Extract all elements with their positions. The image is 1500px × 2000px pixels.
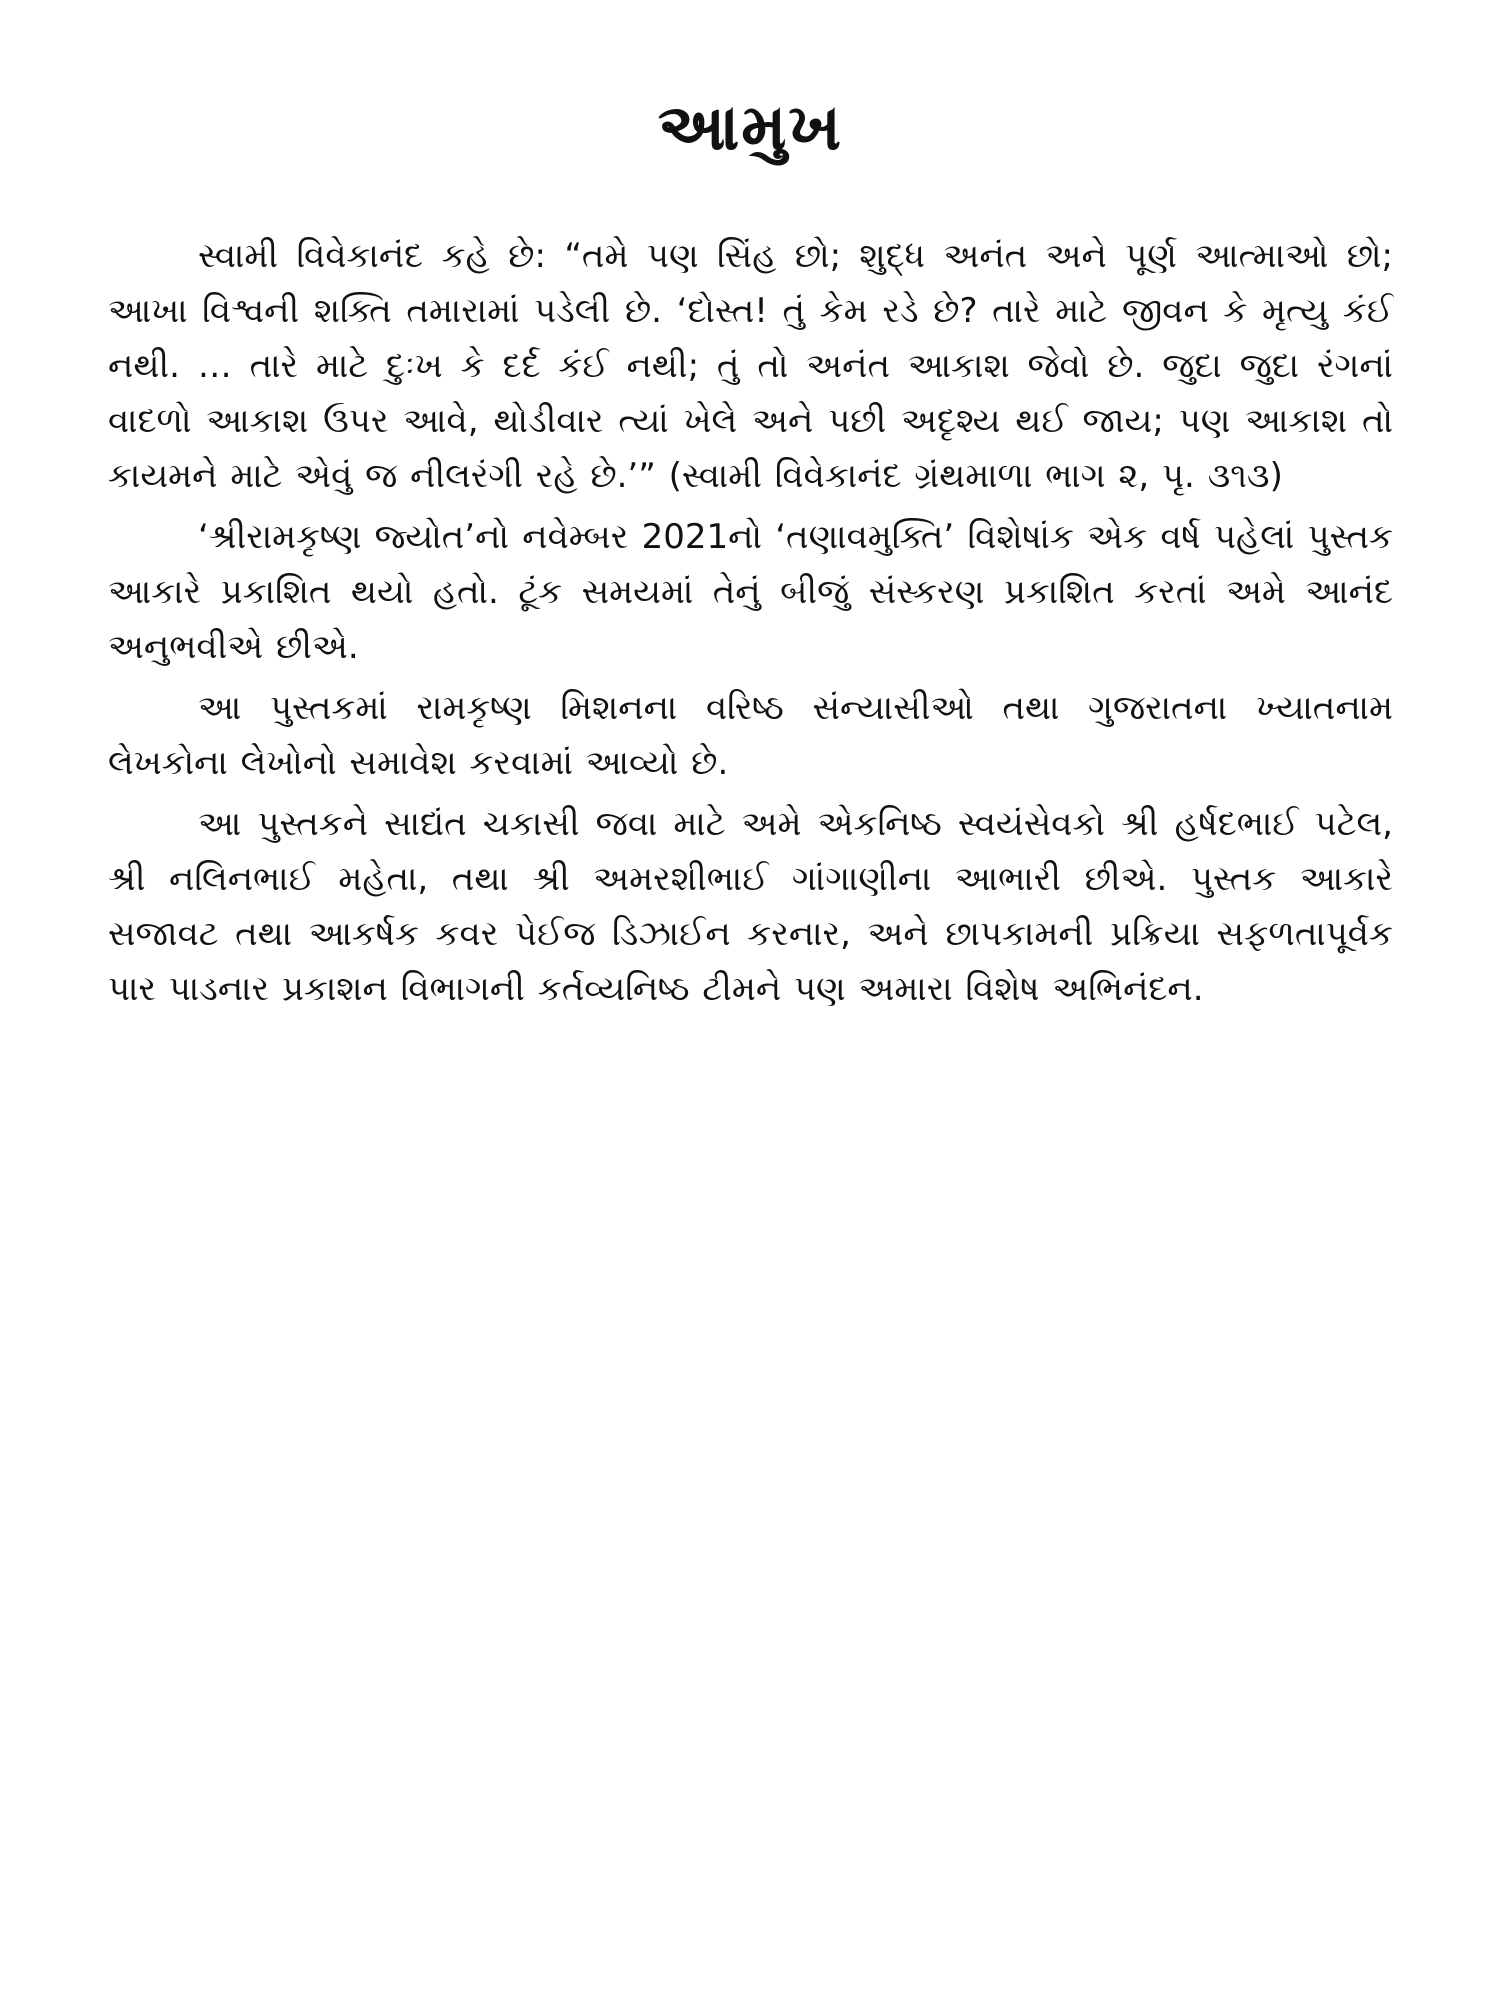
paragraph-vivekananda-quote: સ્વામી વિવેકાનંદ કહે છે: “તમે પણ સિંહ છો; શુદ્ધ અનંત અને પૂર્ણ આત્માઓ છો; આખા વિશ્વની શક્તિ તમારામાં પડેલી છે. ‘દોસ્ત! તું કેમ રડે છે? તારે માટે જીવન કે મૃત્યુ કંઈ નથી. … તારે માટે દુઃખ કે દર્દ કંઈ નથી; તું તો અનંત આકાશ જેવો છે. જુદા જુદા રંગનાં વાદળો આકાશ ઉપર આવે, થોડીવાર ત્યાં ખેલે અને પછી અદૃશ્ય થઈ જાય; પણ આકાશ તો કાયમને માટે એવું જ નીલરંગી રહે છે.’” (સ્વામી વિવેકાનંદ ગ્રંથમાળા ભાગ ૨, પૃ. ૩૧૩) [108,235,1393,496]
paragraph-edition-note: ‘શ્રીરામકૃષ્ણ જ્યોત’નો નવેમ્બર 2021નો ‘તણાવમુક્તિ’ વિશેષાંક એક વર્ષ પહેલાં પુસ્તક આકારે પ્રકાશિત થયો હતો. ટૂંક સમયમાં તેનું બીજું સંસ્કરણ પ્રકાશિત કરતાં અમે આનંદ અનુભવીએ છીએ. [108,516,1393,667]
paragraph-acknowledgements: આ પુસ્તકને સાદ્યંત ચકાસી જવા માટે અમે એકનિષ્ઠ સ્વયંસેવકો શ્રી હર્ષદભાઈ પટેલ, શ્રી નલિનભાઈ મહેતા, તથા શ્રી અમરશીભાઈ ગાંગાણીના આભારી છીએ. પુસ્તક આકારે સજાવટ તથા આકર્ષક કવર પેઈજ ડિઝાઈન કરનાર, અને છાપકામની પ્રક્રિયા સફળતાપૂર્વક પાર પાડનાર પ્રકાશન વિભાગની કર્તવ્યનિષ્ઠ ટીમને પણ અમારા વિશેષ અભિનંદન. [108,803,1393,1009]
paragraph-contents-note: આ પુસ્તકમાં રામકૃષ્ણ મિશનના વરિષ્ઠ સંન્યાસીઓ તથા ગુજરાતના ખ્યાતનામ લેખકોના લેખોનો સમાવેશ કરવામાં આવ્યો છે. [108,687,1393,783]
document-page [108,90,1393,1023]
page-title: આમુખ [657,91,844,165]
